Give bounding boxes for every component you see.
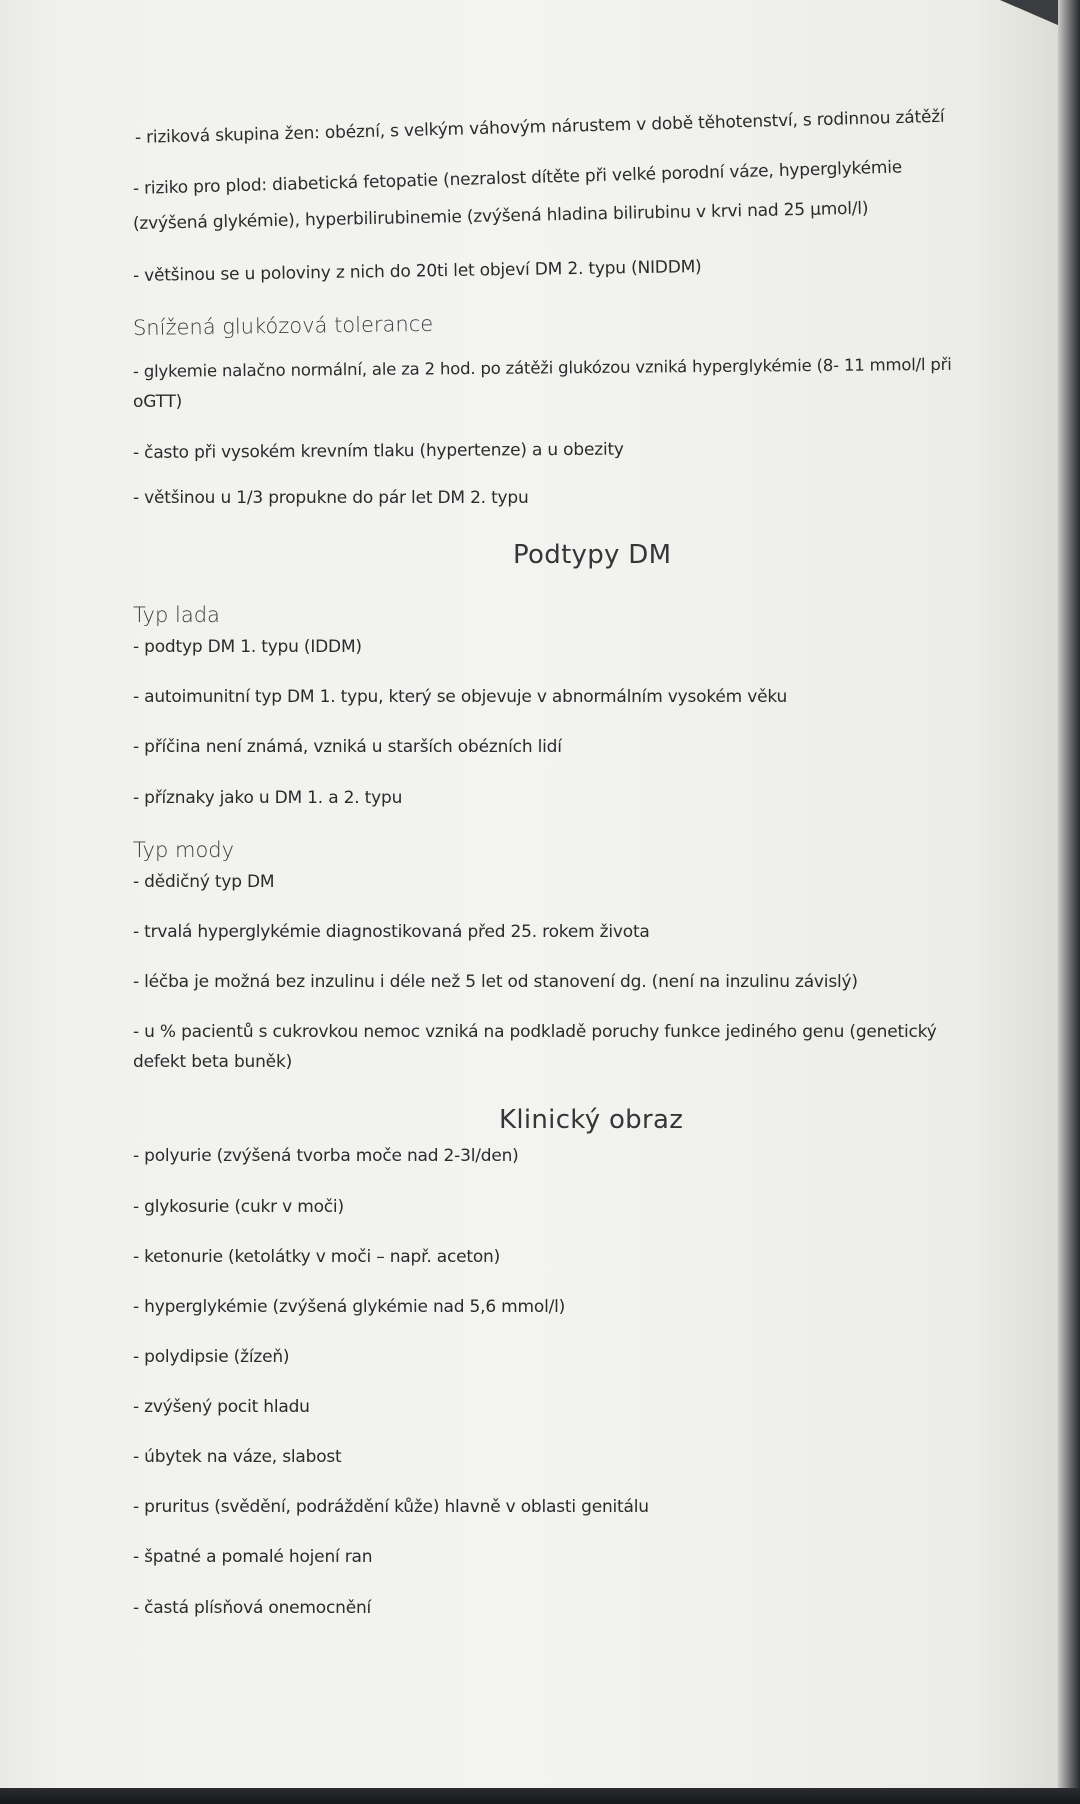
clinical-line-10: - častá plísňová onemocnění xyxy=(133,1598,372,1618)
intro-line-4: - většinou se u poloviny z nich do 20ti let objeví DM 2. typu (NIDDM) xyxy=(132,257,702,286)
clinical-line-6: - zvýšený pocit hladu xyxy=(133,1397,310,1417)
clinical-line-2: - glykosurie (cukr v moči) xyxy=(133,1197,344,1217)
page-bottom-edge xyxy=(0,1788,1080,1804)
intro-line-3: (zvýšená glykémie), hyperbilirubinemie (zvýšená hladina bilirubinu v krvi nad 25 µmol/l) xyxy=(132,198,869,234)
glucose-line-3: - často při vysokém krevním tlaku (hypertenze) a u obezity xyxy=(132,439,624,463)
mody-line-3: - léčba je možná bez inzulinu i déle než 5 let od stanovení dg. (není na inzulinu závislý) xyxy=(133,972,858,992)
lada-heading: Typ lada xyxy=(133,603,220,627)
clinical-line-9: - špatné a pomalé hojení ran xyxy=(133,1547,373,1567)
lada-line-2: - autoimunitní typ DM 1. typu, který se objevuje v abnormálním vysokém věku xyxy=(133,687,788,707)
glucose-line-4: - většinou u 1/3 propukne do pár let DM 2. typu xyxy=(133,488,529,508)
lada-line-4: - příznaky jako u DM 1. a 2. typu xyxy=(133,788,403,808)
clinical-line-3: - ketonurie (ketolátky v moči – např. aceton) xyxy=(133,1247,501,1267)
intro-line-2: - riziko pro plod: diabetická fetopatie (nezralost dítěte při velké porodní váze, hyperglykémie xyxy=(132,157,903,199)
mody-line-2: - trvalá hyperglykémie diagnostikovaná před 25. rokem života xyxy=(133,922,650,942)
clinical-line-1: - polyurie (zvýšená tvorba moče nad 2-3l/den) xyxy=(133,1146,519,1166)
mody-line-4: - u % pacientů s cukrovkou nemoc vzniká na podkladě poruchy funkce jediného genu (genetický xyxy=(133,1022,937,1042)
clinical-line-8: - pruritus (svědění, podráždění kůže) hlavně v oblasti genitálu xyxy=(133,1497,649,1517)
clinical-line-4: - hyperglykémie (zvýšená glykémie nad 5,6 mmol/l) xyxy=(133,1297,566,1317)
subtypes-title: Podtypy DM xyxy=(513,540,672,570)
glucose-line-1: - glykemie nalačno normální, ale za 2 hod. po zátěži glukózou vzniká hyperglykémie (8- 11 mmol/l při xyxy=(132,354,952,381)
glucose-line-2: oGTT) xyxy=(133,392,183,412)
lada-line-3: - příčina není známá, vzniká u starších obézních lidí xyxy=(133,737,562,757)
intro-line-1: - riziková skupina žen: obézní, s velkým váhovým nárustem v době těhotenství, s rodinnou zátěží xyxy=(134,106,945,148)
glucose-tolerance-heading: Snížená glukózová tolerance xyxy=(132,311,434,340)
page-right-edge xyxy=(1058,0,1080,1804)
mody-heading: Typ mody xyxy=(133,838,235,862)
page-corner-shadow xyxy=(1000,0,1060,26)
lada-line-1: - podtyp DM 1. typu (IDDM) xyxy=(133,637,362,657)
clinical-line-5: - polydipsie (žízeň) xyxy=(133,1347,290,1367)
mody-line-1: - dědičný typ DM xyxy=(133,872,275,892)
mody-line-5: defekt beta buněk) xyxy=(133,1052,293,1072)
clinical-line-7: - úbytek na váze, slabost xyxy=(133,1447,342,1467)
clinical-title: Klinický obraz xyxy=(499,1105,684,1135)
